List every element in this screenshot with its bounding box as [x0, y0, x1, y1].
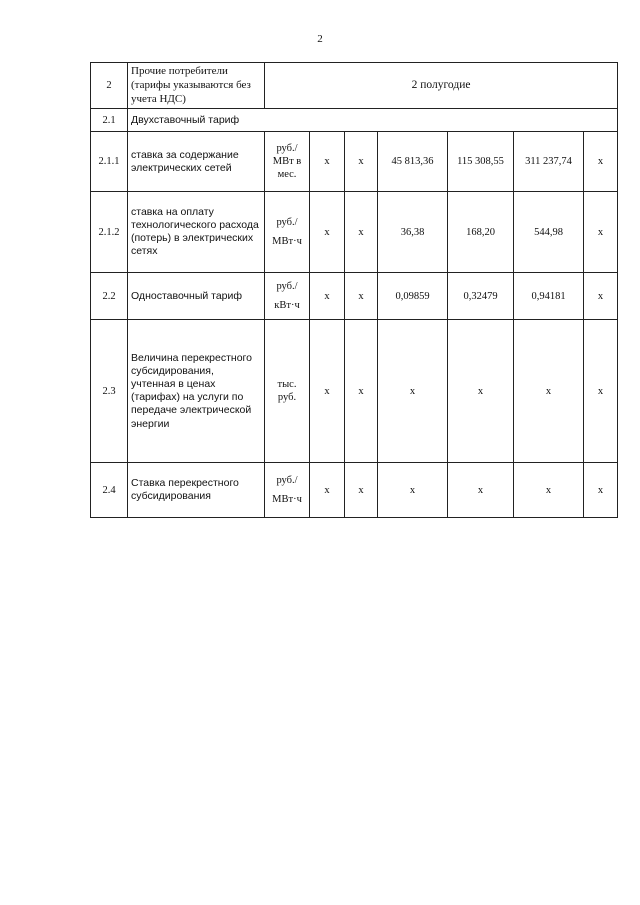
row-value: х	[310, 192, 345, 273]
row-value: х	[310, 273, 345, 320]
row-value: 0,32479	[448, 273, 514, 320]
row-value: х	[514, 320, 584, 463]
header-period: 2 полугодие	[265, 63, 618, 109]
row-unit	[265, 320, 310, 463]
row-value: х	[448, 463, 514, 518]
tariff-table	[90, 62, 618, 518]
row-unit	[265, 463, 310, 518]
row-value: х	[345, 320, 378, 463]
row-value: х	[378, 320, 448, 463]
row-unit	[265, 192, 310, 273]
row-value: х	[584, 132, 618, 192]
row-value: х	[514, 463, 584, 518]
unit-line: МВт в мес.	[272, 156, 302, 181]
row-number: 2.1.1	[91, 132, 128, 192]
row-number: 2.1.2	[91, 192, 128, 273]
unit-line: МВт·ч	[272, 236, 302, 248]
row-value: х	[584, 192, 618, 273]
section-number: 2.1	[91, 109, 128, 132]
unit-line: МВт·ч	[272, 494, 302, 506]
row-value: х	[345, 132, 378, 192]
row-value: 115 308,55	[448, 132, 514, 192]
row-value: х	[584, 463, 618, 518]
row-value: х	[378, 463, 448, 518]
row-value: х	[584, 320, 618, 463]
row-value: 36,38	[378, 192, 448, 273]
unit-line: руб./	[276, 143, 298, 155]
row-value: 0,09859	[378, 273, 448, 320]
row-number: 2.2	[91, 273, 128, 320]
row-value: х	[310, 463, 345, 518]
row-value: х	[310, 132, 345, 192]
section-row	[91, 109, 618, 132]
row-value: х	[310, 320, 345, 463]
table-row	[91, 463, 618, 518]
row-name: ставка на оплату технологического расхода (потерь) в электрических сетях	[128, 192, 265, 273]
row-value: х	[448, 320, 514, 463]
unit-line: тыс. руб.	[277, 379, 297, 404]
unit-line: руб./	[276, 217, 298, 229]
row-number: 2.3	[91, 320, 128, 463]
table-row	[91, 192, 618, 273]
table-row	[91, 320, 618, 463]
unit-line: руб./	[276, 475, 298, 487]
row-value: х	[345, 273, 378, 320]
row-name: Одноставочный тариф	[128, 273, 265, 320]
page-number: 2	[317, 33, 323, 45]
row-value: х	[584, 273, 618, 320]
unit-line: руб./	[276, 281, 298, 293]
row-unit	[265, 273, 310, 320]
row-value: 45 813,36	[378, 132, 448, 192]
table-header-row	[91, 63, 618, 109]
row-value: х	[345, 463, 378, 518]
row-name: Ставка перекрестного субсидирования	[128, 463, 265, 518]
row-name: Величина перекрестного субсидирования, учтенная в ценах (тарифах) на услуги по передаче электрической энергии	[128, 320, 265, 463]
row-value: 311 237,74	[514, 132, 584, 192]
unit-line: кВт·ч	[274, 300, 300, 312]
row-value: 0,94181	[514, 273, 584, 320]
row-number: 2.4	[91, 463, 128, 518]
row-value: 168,20	[448, 192, 514, 273]
section-title: Двухставочный тариф	[128, 109, 618, 132]
header-title: Прочие потребители (тарифы указываются без учета НДС)	[128, 63, 265, 109]
table-row	[91, 273, 618, 320]
table-row	[91, 132, 618, 192]
row-value: 544,98	[514, 192, 584, 273]
row-name: ставка за содержание электрических сетей	[128, 132, 265, 192]
header-number: 2	[91, 63, 128, 109]
row-unit	[265, 132, 310, 192]
row-value: х	[345, 192, 378, 273]
